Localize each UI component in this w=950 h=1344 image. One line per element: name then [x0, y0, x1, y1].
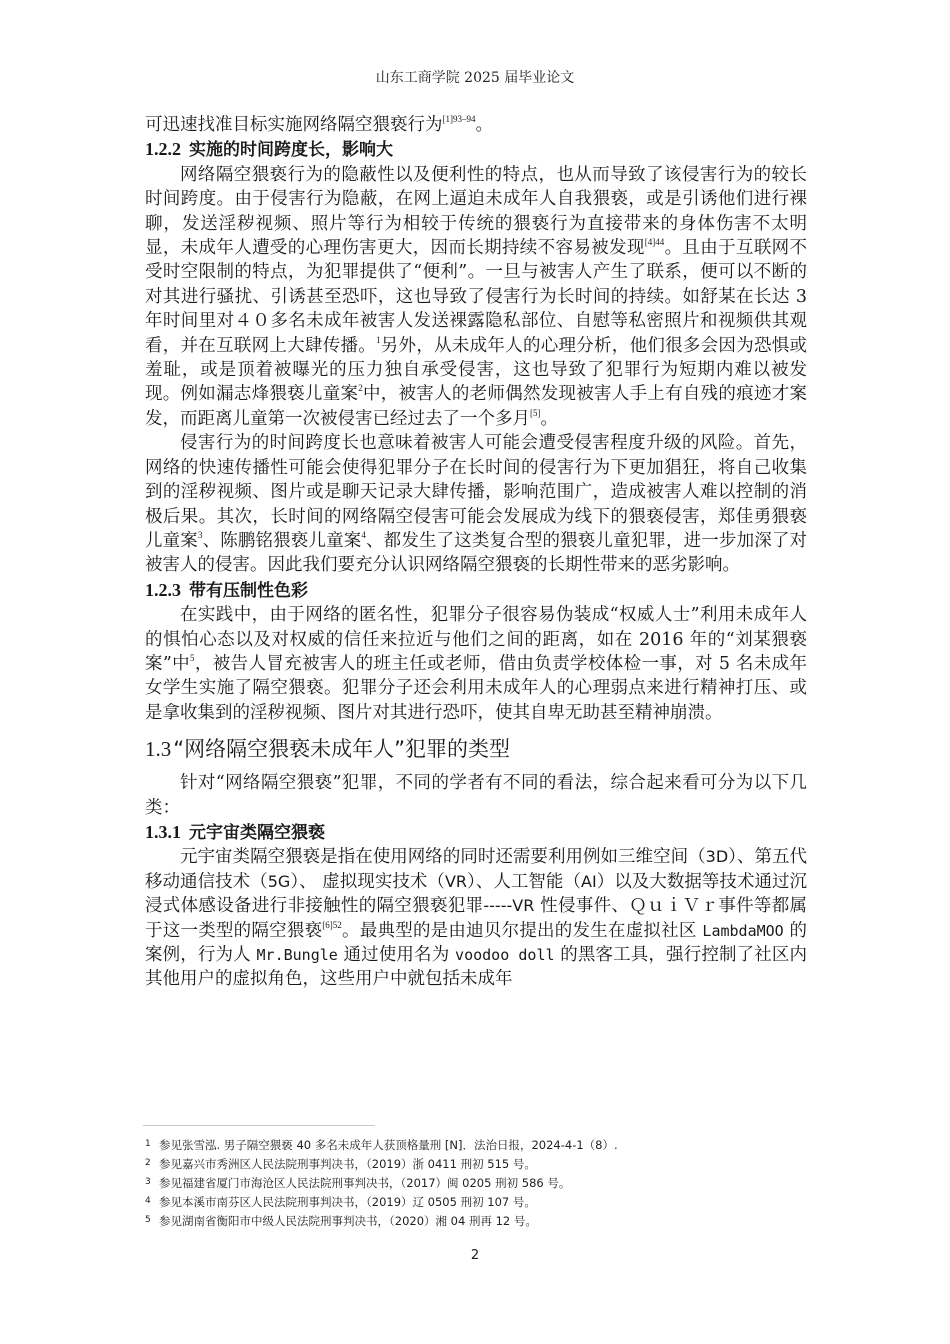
footnotes	[145, 1135, 825, 1230]
text-run: 。	[475, 115, 493, 135]
section-heading-1-3-1	[145, 820, 807, 845]
footnote-5	[145, 1211, 825, 1230]
footnote-number: 2	[145, 1158, 151, 1168]
citation-sup: [5]	[530, 407, 541, 418]
text-run: 、都发生了这类复合型的猥亵儿童犯罪，进一步加深了对被害人的侵害。因此我们要充分认识网络隔空猥亵的长期性带来的恶劣影响。	[145, 530, 808, 576]
footnote-ref[interactable]: 2	[358, 383, 363, 394]
text-run: 、陈鹏铭猥亵儿童案	[202, 530, 362, 551]
footnote-number: 1	[145, 1139, 151, 1149]
footnote-divider	[143, 1125, 375, 1126]
section-title: “网络隔空猥亵未成年人”犯罪的类型	[173, 737, 511, 762]
text-run: 通过使用名为	[337, 945, 456, 965]
text-run: 的案例，行为人	[145, 920, 807, 965]
paragraph-continuation	[145, 113, 807, 137]
footnote-4	[145, 1192, 825, 1211]
section-heading-1-2-3	[145, 578, 807, 603]
footnote-2	[145, 1154, 825, 1173]
text-run: 。最典型的是由迪贝尔提出的发生在虚拟社区	[341, 920, 703, 941]
text-run: VR	[444, 871, 467, 891]
section-heading-1-3	[145, 735, 807, 763]
section-title: 实施的时间跨度长，影响大	[189, 140, 393, 161]
footnote-text: 参见湖南省衡阳市中级人民法院刑事判决书，（2020）湘 04 刑再 12 号。	[159, 1214, 537, 1228]
citation-sup: [1]93–94	[442, 114, 476, 124]
paragraph	[145, 845, 807, 991]
footnote-number: 3	[145, 1177, 151, 1187]
paragraph: 针对“网络隔空猥亵”犯罪，不同的学者有不同的看法，综合起来看可分为以下几类：	[145, 773, 807, 818]
footnote-text: 参见嘉兴市秀洲区人民法院刑事判决书，（2019）浙 0411 刑初 515 号。	[159, 1157, 536, 1171]
text-run: ，被告人冒充被害人的班主任或老师，借由负责学校体检一事，对 5 名未成年女学生实施了隔空猥亵。犯罪分子还会利用未成年人的心理弱点来进行精神打压、或是拿收集到的淫秽视频、图片对其进行恐吓，使其自卑无助甚至精神崩溃。	[145, 653, 807, 723]
page-header: 山东工商学院 2025 届毕业论文	[375, 70, 575, 86]
section-number: 1.3	[145, 737, 172, 762]
text-run: 的黑客工具，强行控制了社区内其他用户的虚拟角色，这些用户中就包括未成年	[145, 945, 808, 990]
footnote-ref[interactable]: 3	[197, 529, 203, 540]
text-run: 网络隔空猥亵行为的隐蔽性以及便利性的特点，也从而导致了该侵害行为的较长时间跨度。由于侵害行为隐蔽，在网上逼迫未成年人自我猥亵，或是引诱他们进行裸聊，发送淫秽视频、照片等行为相较于传统的猥亵行为直接带来的身体伤害不太明显，未成年人遭受的心理伤害更大，因而长期持续不容易被发现	[145, 164, 807, 259]
text-run: 3D	[705, 847, 729, 867]
footnote-text: 参见福建省厦门市海沧区人民法院刑事判决书，（2017）闽 0205 刑初 586 号。	[159, 1176, 571, 1190]
text-run: voodoo doll	[455, 946, 555, 964]
text-run: ）、人工智能（	[467, 871, 581, 892]
paragraph	[145, 603, 807, 725]
text-run: 。且由于互联网不受时空限制的特点，为犯罪提供了“便利”。一旦与被害人产生了联系，便可以不断的对其进行骚扰、引诱甚至恐吓，这也导致了侵害行为长时间的持续。如舒某在长达 3 年时间里对４０多名未成年被害人发送裸露隐私部位、自慰等私密照片和视频供其观看，并在互联网上大肆传播。	[145, 238, 808, 356]
text-run: 另外，从未成年人的心理分析，他们很多会因为恐惧或羞耻，或是顶着被曝光的压力独自承受侵害，这也导致了犯罪行为短期内难以被发现。例如漏志烽猥亵儿童案	[145, 335, 808, 405]
text-run: AI	[581, 871, 597, 891]
text-run: 5G	[267, 871, 291, 891]
footnote-ref[interactable]: 1	[376, 334, 381, 345]
footnote-text: 参见本溪市南芬区人民法院刑事判决书，（2019）辽 0505 刑初 107 号。	[159, 1195, 536, 1209]
text-run: 元宇宙类隔空猥亵是指在使用网络的同时还需要利用例如三维空间（	[180, 847, 706, 868]
section-heading-1-2-2	[145, 137, 807, 162]
text-run: 中，被害人的老师偶然发现被害人手上有自残的痕迹才案发，而距离儿童第一次被侵害已经过去了一个多月	[145, 384, 808, 429]
paragraph	[145, 163, 807, 431]
text-run: LambdaMOO	[702, 921, 784, 940]
citation-sup: [4]44	[644, 237, 665, 248]
text-run: ）以及大数据等技术通过沉浸式体感设备进行非接触性的隔空猥亵犯罪	[145, 871, 808, 917]
section-number: 1.3.1	[145, 821, 181, 842]
footnote-text: 参见张雪泓. 男子隔空猥亵 40 多名未成年人获顶格量刑 [N]．法治日报，2024-4-1（8）.	[159, 1138, 618, 1152]
text-run: 可迅速找准目标实施网络隔空猥亵行为	[145, 115, 443, 135]
footnote-1	[145, 1135, 825, 1154]
section-title: 元宇宙类隔空猥亵	[189, 822, 325, 843]
text-run: 。	[540, 408, 558, 429]
footnote-number: 5	[145, 1215, 151, 1225]
citation-sup: [6]52	[322, 919, 342, 930]
footnote-number: 4	[145, 1196, 151, 1206]
section-number: 1.2.3	[145, 579, 181, 600]
text-run: ）、 虚拟现实技术（	[290, 871, 445, 892]
footnote-ref[interactable]: 4	[361, 529, 366, 540]
text-run: Mr.Bungle	[256, 946, 338, 964]
section-number: 1.2.2	[145, 139, 181, 160]
text-run: 性侵事件、ＱｕｉＶｒ事件等都属于这一类型的隔空猥亵	[145, 896, 808, 941]
text-run: 在实践中，由于网络的匿名性，犯罪分子很容易伪装成“权威人士”利用未成年人的惧怕心态以及对权威的信任来拉近与他们之间的距离，如在 2016 年的“刘某猥亵案”中	[145, 605, 807, 674]
text-run: 侵害行为的时间跨度长也意味着被害人可能会遭受侵害程度升级的风险。首先，网络的快速传播性可能会使得犯罪分子在长时间的侵害行为下更加猖狂，将自己收集到的淫秽视频、图片或是聊天记录大肆传播，影响范围广，造成被害人难以控制的消极后果。其次，长时间的网络隔空侵害可能会发展成为线下的猥亵侵害，郑佳勇猥亵儿童案	[145, 433, 807, 551]
page-number: 2	[470, 1248, 480, 1263]
page-body	[145, 113, 807, 992]
footnote-3	[145, 1173, 825, 1192]
paragraph	[145, 431, 807, 577]
footnote-ref[interactable]: 5	[190, 652, 195, 663]
text-run: ）、第五代移动通信技术（	[145, 847, 807, 892]
section-title: 带有压制性色彩	[189, 580, 308, 601]
text-run: -----VR	[483, 896, 535, 916]
